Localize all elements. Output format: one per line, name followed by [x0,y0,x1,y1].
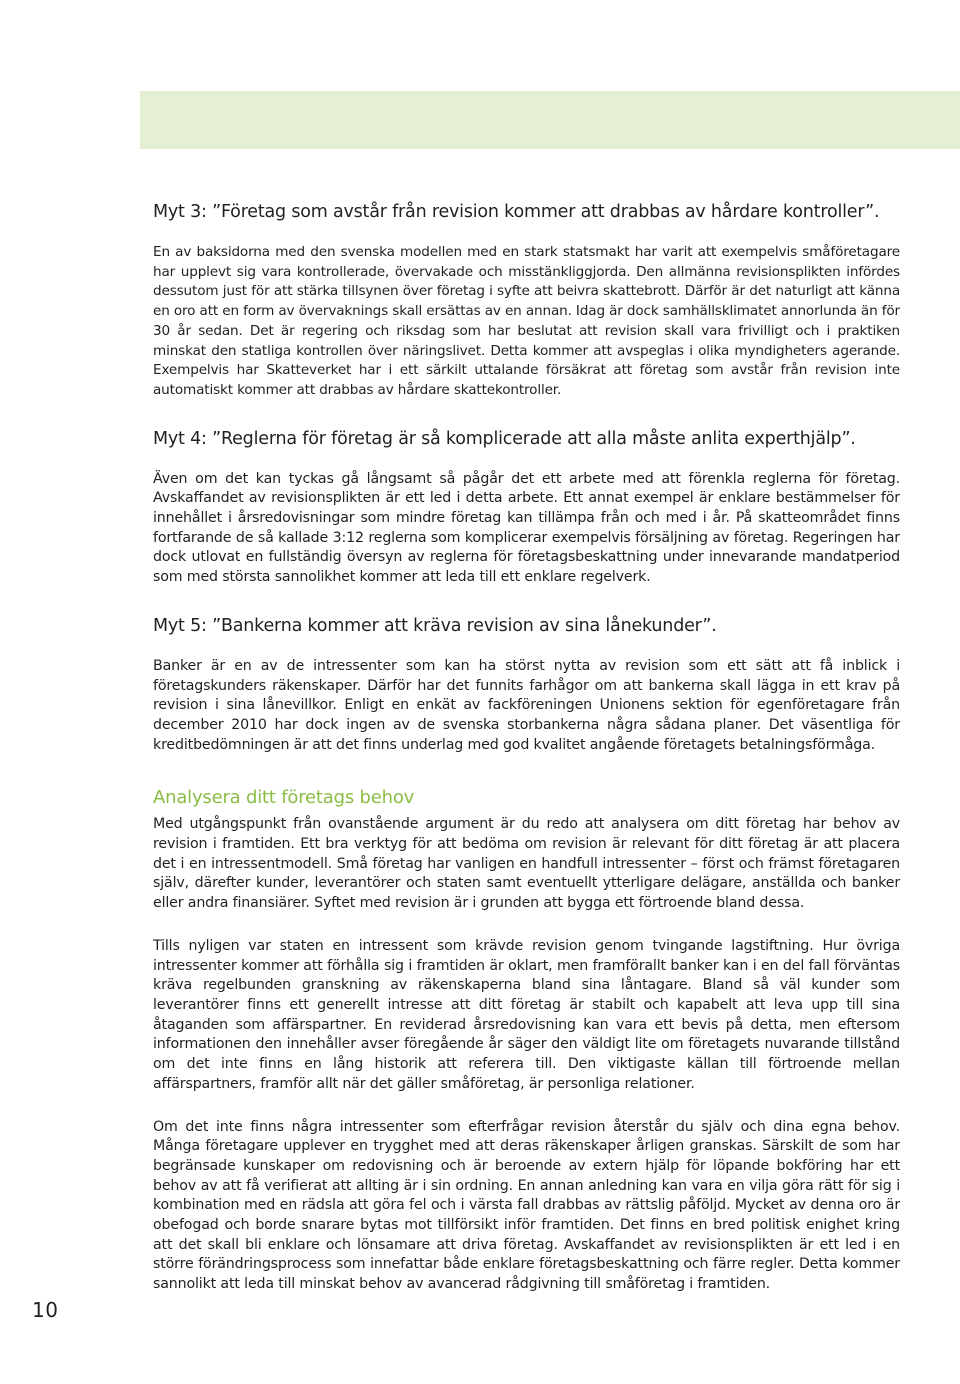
myth-3-body: En av baksidorna med den svenska modellen med en stark statsmakt har varit att exempelvis småföretagare har upplevt sig vara kontrollerade, övervakade och misstänkliggjorda. Den allmänna revisionsplikten infördes dessutom just för att stärka tillsynen över företag i syfte att beivra skattebrott. Därför är det naturligt att känna en oro att en form av övervaknings skall ersättas av en annan. Idag är dock samhällsklimatet annorlunda än för 30 år sedan. Det är regering och riksdag som har beslutat att revision skall vara frivilligt och i praktiken minskat den statliga kontrollen över näringslivet. Detta kommer att avspeglas i olika myndigheters agerande. Exempelvis har Skatteverket har i ett särkilt uttalande försäkrat att företag som avstår från revision inte automatiskt kommer att drabbas av hårdare skattekontroller. [153,244,900,398]
myth-5-body: Banker är en av de intressenter som kan ha störst nytta av revision som ett sätt att få inblick i företagskunders räkenskaper. Därför har det funnits farhågor om att bankerna skall lägga in ett krav på revision i sina lånevillkor. Enligt en enkät av fackföreningen Unionens sektion för egenföretagare från december 2010 har dock ingen av de svenska storbankerna några sådana planer. Det väsentliga för kreditbedömningen är att det finns underlag med god kvalitet angående företagets betalningsförmåga. [153,657,900,753]
myth-4-body: Även om det kan tyckas gå långsamt så pågår det ett arbete med att förenkla reglerna för företag. Avskaffandet av revisionsplikten är ett led i detta arbete. Ett annat exempel är enklare bestämmelser för innehållet i årsredovisningar som mindre företag kan tillämpa från och med i år. På skatteområdet finns fortfarande de så kallade 3:12 reglerna som komplicerar exempelvis försäljning av företag. Regeringen har dock utlovat en fullständig översyn av reglerna för företagsbeskattning under innevarande mandatperiod som med största sannolikhet kommer att leda till ett enklare regelverk. [153,470,900,586]
analysis-paragraph-3: Om det inte finns några intressenter som efterfrågar revision återstår du själv och dina egna behov. Många företagare upplever en trygghet med att deras räkenskaper årligen granskas. Särskilt de som har begränsade kunskaper om redovisning och är beroende av extern hjälp för löpande bokföring har ett behov av att få verifierat att allting är i sin ordning. En annan anledning kan vara en vilja göra rätt för sig i kombination med en rädsla att göra fel och i värsta fall drabbas av rättslig påföljd. Mycket av denna oro är obefogad och borde snarare bytas mot tillförsikt inför framtiden. Det finns en bred politisk enighet kring att det skall bli enklare och lönsamare att driva företag. Avskaffandet av revisionsplikten är ett led i en större förändringsprocess som innefattar både enklare företagsbeskattning och färre regler. Detta kommer sannolikt att leda till minskat behov av avancerad rådgivning till småföretag i framtiden. [153,1118,900,1293]
myth-4-heading: Myt 4: ”Reglerna för företag är så komplicerade att alla måste anlita experthjälp”. [153,428,856,449]
page-content [153,201,900,1295]
analysis-paragraph-2: Tills nyligen var staten en intressent som krävde revision genom tvingande lagstiftning. Hur övriga intressenter kommer att förhålla sig i framtiden är oklart, men framförallt banker kan i en del fall förväntas kräva regelbunden granskning av räkenskaperna bland sina låntagare. Bland så väl kunder som leverantörer finns ett generellt intresse att ditt företag är stabilt och kapabelt att leva upp till sina åtaganden som affärspartner. En reviderad årsredovisning kan vara ett bevis på detta, men eftersom informationen den innehåller avser föregående år säger den väldigt lite om företagets nuvarande tillstånd om det inte finns en lång historik att referera till. Den viktigaste källan till förtroende mellan affärspartners, framför allt när det gäller småföretag, är personliga relationer. [153,937,900,1092]
myth-5-heading: Myt 5: ”Bankerna kommer att kräva revision av sina lånekunder”. [153,615,717,636]
page-number: 10 [32,1298,59,1322]
header-color-band [140,91,960,149]
myth-3-heading: Myt 3: ”Företag som avstår från revision kommer att drabbas av hårdare kontroller”. [153,202,880,222]
analysis-heading: Analysera ditt företags behov [153,787,415,809]
analysis-paragraph-1: Med utgångspunkt från ovanstående argument är du redo att analysera om ditt företag har behov av revision i framtiden. Ett bra verktyg för att bedöma om revision är relevant för ditt företag är att placera det i en intressentmodell. Små företag har vanligen en handfull intressenter – först och främst företagaren själv, därefter kunder, leverantörer och staten samt eventuellt ytterligare delägare, anställda och banker eller andra finansiärer. Syftet med revision är i grunden att bygga ett förtroende bland dessa. [153,816,900,912]
